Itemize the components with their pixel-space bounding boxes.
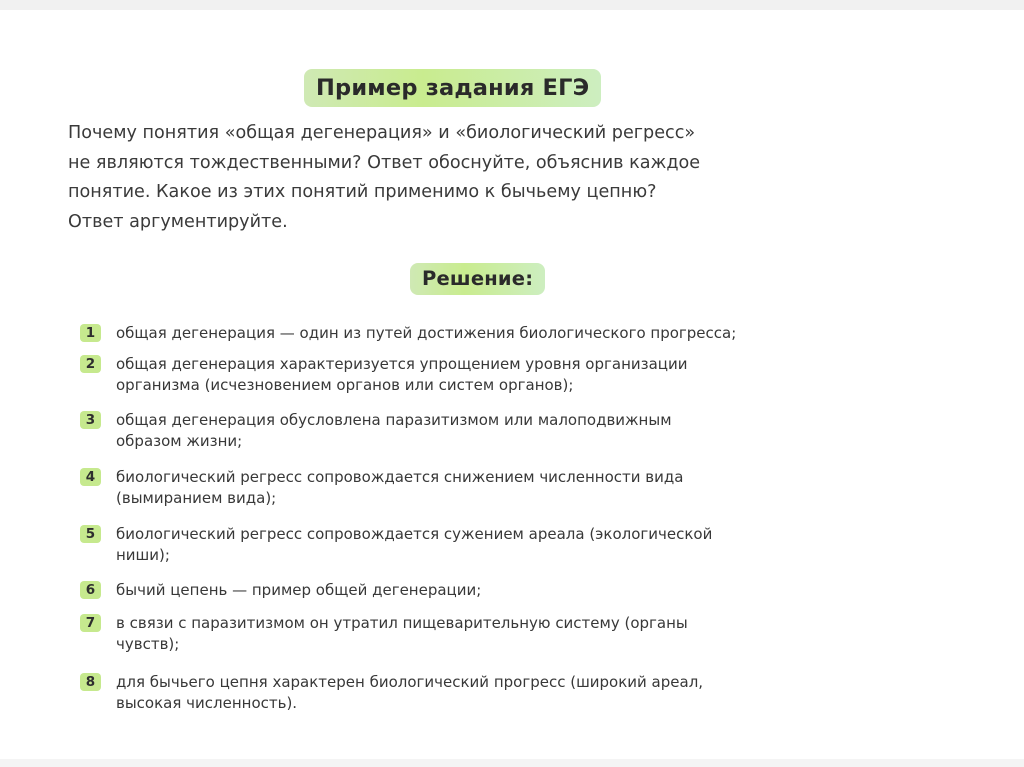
answer-text	[116, 323, 916, 344]
answer-number-badge: 4	[80, 468, 101, 486]
question-line: понятие. Какое из этих понятий применимо к бычьему цепню?	[68, 182, 657, 202]
answer-line: биологический регресс сопровождается сужением ареала (экологической	[116, 525, 713, 543]
answer-text	[116, 580, 916, 601]
answer-number-badge: 5	[80, 525, 101, 543]
answer-line: (вымиранием вида);	[116, 489, 277, 507]
answer-number-badge: 7	[80, 614, 101, 632]
answer-number-badge: 2	[80, 355, 101, 373]
answer-text	[116, 613, 916, 655]
answer-number-badge: 8	[80, 673, 101, 691]
answer-line: образом жизни;	[116, 432, 243, 450]
answer-number-badge: 6	[80, 581, 101, 599]
question-line: Ответ аргументируйте.	[68, 211, 288, 232]
answer-number-badge: 3	[80, 411, 101, 429]
answer-line: организма (исчезновением органов или систем органов);	[116, 376, 574, 394]
task-title: Пример задания ЕГЭ	[304, 69, 601, 107]
question-line: Почему понятия «общая дегенерация» и «биологический регресс»	[68, 123, 696, 143]
answer-line: биологический регресс сопровождается снижением численности вида	[116, 468, 684, 486]
answer-text	[116, 467, 916, 509]
question-line: не являются тождественными? Ответ обоснуйте, объяснив каждое	[68, 152, 701, 173]
answer-line: общая дегенерация — один из путей достижения биологического прогресса;	[116, 324, 737, 342]
solution-heading: Решение:	[410, 263, 545, 295]
answer-text	[116, 524, 916, 566]
answer-line: ниши);	[116, 546, 170, 564]
answer-line: общая дегенерация обусловлена паразитизмом или малоподвижным	[116, 411, 672, 429]
answer-line: общая дегенерация характеризуется упрощением уровня организации	[116, 355, 688, 373]
question-text	[68, 119, 948, 237]
answer-text	[116, 410, 916, 452]
answer-text	[116, 354, 916, 396]
answer-number-badge: 1	[80, 324, 101, 342]
answer-line: высокая численность).	[116, 694, 298, 712]
answer-line: бычий цепень — пример общей дегенерации;	[116, 581, 482, 599]
answer-text	[116, 672, 916, 714]
answer-line: чувств);	[116, 635, 180, 653]
answer-line: для бычьего цепня характерен биологический прогресс (широкий ареал,	[116, 673, 704, 691]
answer-line: в связи с паразитизмом он утратил пищеварительную систему (органы	[116, 614, 688, 632]
